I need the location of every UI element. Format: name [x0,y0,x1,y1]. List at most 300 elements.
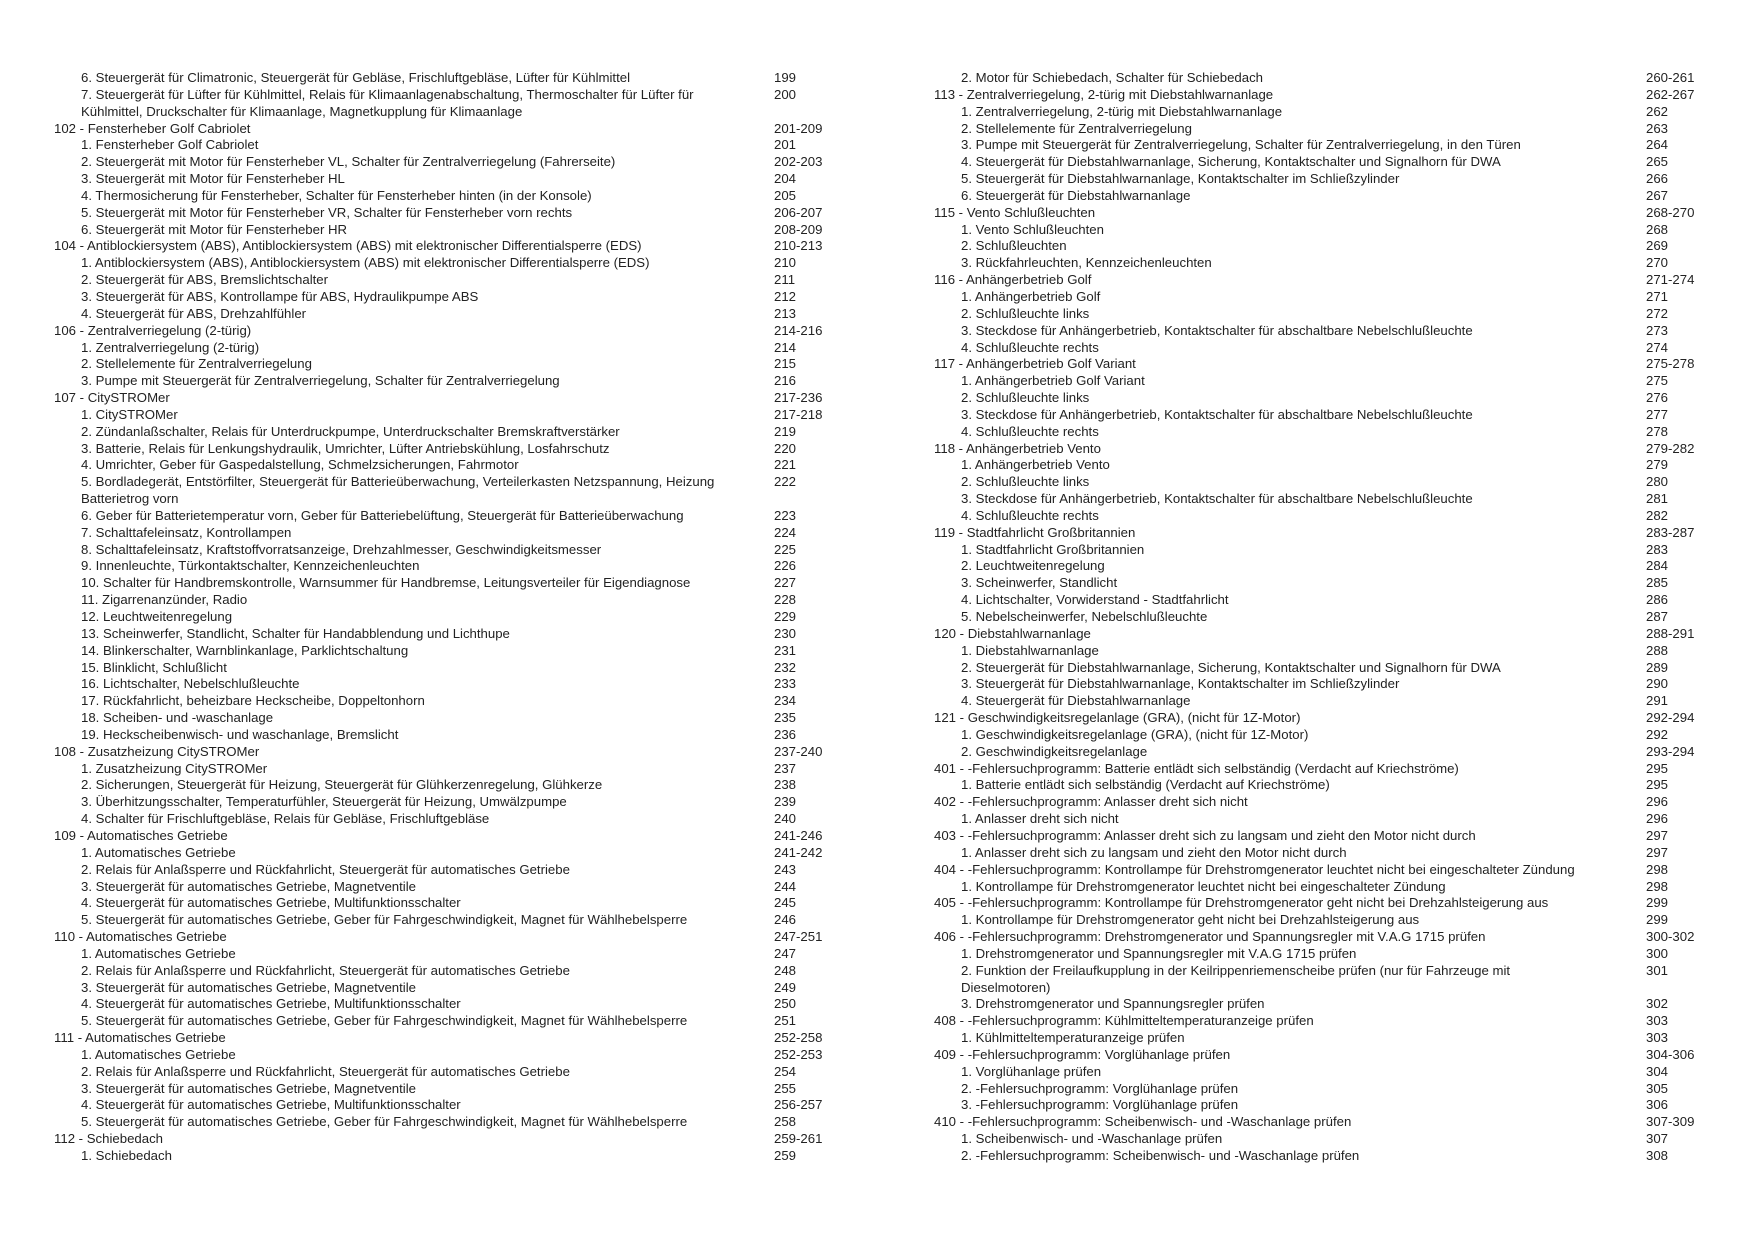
index-subentry[interactable] [934,542,1714,559]
page-number: 275 [1646,373,1669,389]
entry-label: 3. Steuergerät mit Motor für Fensterheber HL [81,171,345,187]
index-section-heading[interactable] [54,929,834,946]
page-number: 292 [1646,726,1669,742]
index-subentry[interactable] [934,390,1714,407]
page-number: 293-294 [1646,743,1695,759]
index-subentry[interactable] [934,1030,1714,1047]
entry-label: 4. Steuergerät für automatisches Getriebe, Multifunktionsschalter [81,895,461,911]
page-number: 237 [774,760,797,776]
index-subentry[interactable] [54,946,834,963]
entry-label: 112 - Schiebedach [54,1131,163,1147]
entry-label: 3. Pumpe mit Steuergerät für Zentralverriegelung, Schalter für Zentralverriegelung [81,373,560,389]
index-subentry[interactable] [54,306,834,323]
page-number: 299 [1646,912,1669,928]
index-subentry[interactable] [934,744,1714,761]
entry-label: 1. Automatisches Getriebe [81,945,236,961]
index-subentry[interactable] [934,558,1714,575]
entry-label: 108 - Zusatzheizung CitySTROMer [54,743,260,759]
entry-label: 2. Relais für Anlaßsperre und Rückfahrlicht, Steuergerät für automatisches Getriebe [81,861,570,877]
index-subentry[interactable] [934,811,1714,828]
entry-label: 3. Steckdose für Anhängerbetrieb, Kontaktschalter für abschaltbare Nebelschlußleuchte [961,406,1473,422]
entry-label: 3. Rückfahrleuchten, Kennzeichenleuchten [961,255,1212,271]
index-subentry[interactable] [934,154,1714,171]
index-subentry[interactable] [54,87,834,121]
index-subentry[interactable] [54,441,834,458]
entry-label: 2. Stellelemente für Zentralverriegelung [961,120,1192,136]
page-number: 266 [1646,171,1669,187]
index-subentry[interactable] [934,222,1714,239]
page-number: 268-270 [1646,204,1695,220]
index-subentry[interactable] [934,996,1714,1013]
entry-label: 4. Thermosicherung für Fensterheber, Schalter für Fensterheber hinten (in der Konsole) [81,187,592,203]
index-section-heading[interactable] [54,1131,834,1148]
entry-label: 3. Pumpe mit Steuergerät für Zentralverriegelung, Schalter für Zentralverriegelung, in den Türen [961,137,1521,153]
index-subentry[interactable] [54,525,834,542]
page-number: 228 [774,592,797,608]
index-subentry[interactable] [934,255,1714,272]
page-number: 279-282 [1646,440,1695,456]
entry-label: 4. Steuergerät für automatisches Getriebe, Multifunktionsschalter [81,1097,461,1113]
page-number: 251 [774,1013,797,1029]
index-subentry[interactable] [934,188,1714,205]
page-number: 276 [1646,390,1669,406]
entry-label: 2. Relais für Anlaßsperre und Rückfahrlicht, Steuergerät für automatisches Getriebe [81,962,570,978]
page-number: 237-240 [774,743,823,759]
page-number: 279 [1646,457,1669,473]
index-subentry[interactable] [54,171,834,188]
entry-label: 1. Fensterheber Golf Cabriolet [81,137,259,153]
index-subentry[interactable] [54,963,834,980]
index-section-heading[interactable] [934,1114,1714,1131]
page-number: 277 [1646,406,1669,422]
page-number: 284 [1646,558,1669,574]
index-section-heading[interactable] [934,710,1714,727]
page-number: 271 [1646,288,1669,304]
page-number: 262 [1646,103,1669,119]
index-section-heading[interactable] [934,929,1714,946]
index-subentry[interactable] [934,660,1714,677]
index-section-heading[interactable] [54,323,834,340]
page-number: 226 [774,558,797,574]
page-number: 220 [774,440,797,456]
index-column-left [54,70,834,1165]
entry-label: 3. Steuergerät für ABS, Kontrollampe für ABS, Hydraulikpumpe ABS [81,288,479,304]
index-subentry[interactable] [934,457,1714,474]
entry-label: 7. Schalttafeleinsatz, Kontrollampen [81,524,292,540]
page-number: 289 [1646,659,1669,675]
entry-label: 1. CitySTROMer [81,406,178,422]
index-subentry[interactable] [54,188,834,205]
page-number: 247 [774,945,797,961]
index-subentry[interactable] [934,70,1714,87]
index-section-heading[interactable] [934,205,1714,222]
entry-label: 6. Steuergerät mit Motor für Fensterheber HR [81,221,348,237]
index-subentry[interactable] [54,1097,834,1114]
page-number: 256-257 [774,1097,823,1113]
page-number: 291 [1646,693,1669,709]
index-section-heading[interactable] [54,828,834,845]
index-subentry[interactable] [54,542,834,559]
entry-label: 1. Zusatzheizung CitySTROMer [81,760,268,776]
page-number: 300-302 [1646,929,1695,945]
index-subentry[interactable] [934,289,1714,306]
page-number: 201-209 [774,120,823,136]
page-number: 246 [774,912,797,928]
index-subentry[interactable] [934,845,1714,862]
page-number: 304-306 [1646,1046,1695,1062]
page-number: 232 [774,659,797,675]
index-subentry[interactable] [54,912,834,929]
page-number: 287 [1646,609,1669,624]
entry-label: 16. Lichtschalter, Nebelschlußleuchte [81,676,300,692]
index-subentry[interactable] [54,474,834,508]
index-subentry[interactable] [934,340,1714,357]
page-number: 264 [1646,137,1669,153]
page-number: 300 [1646,945,1669,961]
entry-label: 1. Antiblockiersystem (ABS), Antiblockiersystem (ABS) mit elektronischer Differentialsperre (EDS) [81,255,650,271]
index-subentry[interactable] [934,137,1714,154]
index-section-heading[interactable] [934,761,1714,778]
page-number: 274 [1646,339,1669,355]
index-subentry[interactable] [934,323,1714,340]
index-subentry[interactable] [54,592,834,609]
index-subentry[interactable] [54,1047,834,1064]
index-subentry[interactable] [934,1148,1714,1165]
index-subentry[interactable] [934,407,1714,424]
index-subentry[interactable] [54,558,834,575]
entry-label: 1. Zentralverriegelung, 2-türig mit Diebstahlwarnanlage [961,103,1283,119]
index-subentry[interactable] [934,508,1714,525]
index-subentry[interactable] [934,306,1714,323]
index-subentry[interactable] [54,1013,834,1030]
index-section-heading[interactable] [54,238,834,255]
index-subentry[interactable] [934,238,1714,255]
page-number: 231 [774,642,797,658]
page-number: 273 [1646,322,1669,338]
index-subentry[interactable] [934,1097,1714,1114]
entry-label: 2. Funktion der Freilaufkupplung in der Keilrippenriemenscheibe prüfen (nur für Fahrzeuge mit Dieselmotoren) [961,962,1511,995]
entry-label: 119 - Stadtfahrlicht Großbritannien [934,524,1136,540]
entry-label: 120 - Diebstahlwarnanlage [934,625,1091,641]
index-subentry[interactable] [934,676,1714,693]
entry-label: 113 - Zentralverriegelung, 2-türig mit Diebstahlwarnanlage [934,86,1274,102]
page-number: 271-274 [1646,272,1695,288]
page-number: 204 [774,171,797,187]
index-section-heading[interactable] [54,744,834,761]
page-number: 244 [774,878,797,894]
entry-label: 1. Scheibenwisch- und -Waschanlage prüfen [961,1131,1223,1147]
page-number: 281 [1646,491,1669,507]
entry-label: 3. Steckdose für Anhängerbetrieb, Kontaktschalter für abschaltbare Nebelschlußleuchte [961,491,1473,507]
page-number: 241-242 [774,844,823,860]
index-subentry[interactable] [54,879,834,896]
index-subentry[interactable] [54,1114,834,1131]
page-number: 250 [774,996,797,1012]
entry-label: 9. Innenleuchte, Türkontaktschalter, Kennzeichenleuchten [81,558,420,574]
index-subentry[interactable] [54,575,834,592]
index-subentry[interactable] [54,895,834,912]
index-subentry[interactable] [934,609,1714,626]
entry-label: 18. Scheiben- und -waschanlage [81,710,274,726]
entry-label: 6. Steuergerät für Diebstahlwarnanlage [961,187,1191,203]
index-subentry[interactable] [54,980,834,997]
page-number: 234 [774,693,797,709]
index-subentry[interactable] [54,811,834,828]
entry-label: 116 - Anhängerbetrieb Golf [934,272,1092,288]
index-subentry[interactable] [934,1131,1714,1148]
entry-label: 2. Steuergerät für ABS, Bremslichtschalter [81,272,329,288]
page-number: 252-253 [774,1046,823,1062]
index-subentry[interactable] [934,491,1714,508]
index-subentry[interactable] [54,777,834,794]
page-number: 296 [1646,811,1669,827]
entry-label: 4. Schlußleuchte rechts [961,423,1099,439]
page-number: 199 [774,70,797,85]
entry-label: 1. Zentralverriegelung (2-türig) [81,339,260,355]
page-number: 260-261 [1646,70,1695,85]
index-section-heading[interactable] [934,272,1714,289]
index-subentry[interactable] [934,912,1714,929]
page-number: 299 [1646,895,1669,911]
entry-label: 2. Motor für Schiebedach, Schalter für Schiebedach [961,70,1264,85]
entry-label: 1. Kontrollampe für Drehstromgenerator leuchtet nicht bei eingeschalteter Zündung [961,878,1446,894]
index-subentry[interactable] [54,626,834,643]
index-subentry[interactable] [934,104,1714,121]
page-number: 306 [1646,1097,1669,1113]
index-section-heading[interactable] [934,1013,1714,1030]
entry-label: 4. Schlußleuchte rechts [961,339,1099,355]
entry-label: 4. Steuergerät für Diebstahlwarnanlage [961,693,1191,709]
page-number: 304 [1646,1063,1669,1079]
index-subentry[interactable] [54,340,834,357]
page-number: 301 [1646,962,1669,978]
page-number: 259-261 [774,1131,823,1147]
index-subentry[interactable] [934,424,1714,441]
index-subentry[interactable] [54,1064,834,1081]
entry-label: 1. Stadtfahrlicht Großbritannien [961,541,1145,557]
index-subentry[interactable] [54,643,834,660]
page-number: 307-309 [1646,1114,1695,1130]
page-number: 255 [774,1080,797,1096]
page-number: 296 [1646,794,1669,810]
index-subentry[interactable] [54,676,834,693]
index-subentry[interactable] [54,457,834,474]
entry-label: 4. Steuergerät für ABS, Drehzahlfühler [81,305,307,321]
index-section-heading[interactable] [934,525,1714,542]
index-subentry[interactable] [54,356,834,373]
page-number: 258 [774,1114,797,1130]
page-number: 215 [774,356,797,372]
page-number: 222 [774,474,797,490]
page-number: 214-216 [774,322,823,338]
entry-label: 1. Anhängerbetrieb Golf [961,288,1101,304]
index-subentry[interactable] [54,508,834,525]
page-number: 290 [1646,676,1669,692]
entry-label: 6. Steuergerät für Climatronic, Steuergerät für Gebläse, Frischluftgebläse, Lüfter für Kühlmittel [81,70,631,85]
index-column-right [934,70,1714,1165]
page-number: 212 [774,288,797,304]
page-number: 263 [1646,120,1669,136]
index-subentry[interactable] [54,205,834,222]
index-section-heading[interactable] [934,626,1714,643]
index-section-heading[interactable] [934,441,1714,458]
index-subentry[interactable] [54,407,834,424]
entry-label: 1. Vento Schlußleuchten [961,221,1104,237]
index-section-heading[interactable] [934,1047,1714,1064]
entry-label: 4. Lichtschalter, Vorwiderstand - Stadtfahrlicht [961,592,1229,608]
page-number: 286 [1646,592,1669,608]
entry-label: 10. Schalter für Handbremskontrolle, Warnsummer für Handbremse, Leitungsverteiler für Eigendiagnose [81,575,691,591]
page-number: 268 [1646,221,1669,237]
entry-label: 110 - Automatisches Getriebe [54,929,227,945]
index-section-heading[interactable] [934,895,1714,912]
page-number: 202-203 [774,154,823,170]
entry-label: 109 - Automatisches Getriebe [54,827,228,843]
page-number: 216 [774,373,797,389]
page-number: 275-278 [1646,356,1695,372]
entry-label: 6. Geber für Batterietemperatur vorn, Geber für Batteriebelüftung, Steuergerät für Batterieüberwachung [81,507,684,523]
index-subentry[interactable] [54,609,834,626]
index-subentry[interactable] [934,946,1714,963]
page-number: 297 [1646,827,1669,843]
page-number: 227 [774,575,797,591]
entry-label: 17. Rückfahrlicht, beheizbare Heckscheibe, Doppeltonhorn [81,693,425,709]
index-subentry[interactable] [934,592,1714,609]
index-section-heading[interactable] [934,356,1714,373]
index-subentry[interactable] [934,373,1714,390]
index-subentry[interactable] [54,289,834,306]
page-number: 217-236 [774,390,823,406]
index-subentry[interactable] [54,996,834,1013]
index-subentry[interactable] [934,777,1714,794]
index-subentry[interactable] [54,660,834,677]
index-subentry[interactable] [54,255,834,272]
entry-label: 2. -Fehlersuchprogramm: Vorglühanlage prüfen [961,1080,1239,1096]
page-number: 298 [1646,861,1669,877]
entry-label: 14. Blinkerschalter, Warnblinkanlage, Parklichtschaltung [81,642,409,658]
entry-label: 3. Steuergerät für automatisches Getriebe, Magnetventile [81,878,416,894]
page-number: 230 [774,625,797,641]
index-subentry[interactable] [54,794,834,811]
page-number: 297 [1646,844,1669,860]
page-number: 272 [1646,305,1669,321]
index-subentry[interactable] [54,693,834,710]
entry-label: 3. Scheinwerfer, Standlicht [961,575,1118,591]
index-subentry[interactable] [934,121,1714,138]
index-section-heading[interactable] [934,87,1714,104]
entry-label: 118 - Anhängerbetrieb Vento [934,440,1101,456]
entry-label: 104 - Antiblockiersystem (ABS), Antiblockiersystem (ABS) mit elektronischer Differentialsperre (EDS) [54,238,642,254]
index-subentry[interactable] [934,1081,1714,1098]
index-subentry[interactable] [934,171,1714,188]
index-subentry[interactable] [54,1081,834,1098]
page-number: 303 [1646,1030,1669,1046]
entry-label: 3. Überhitzungsschalter, Temperaturfühler, Steuergerät für Heizung, Umwälzpumpe [81,794,567,810]
index-subentry[interactable] [54,845,834,862]
index-subentry[interactable] [934,643,1714,660]
index-subentry[interactable] [54,70,834,87]
page-number: 241-246 [774,827,823,843]
entry-label: 15. Blinklicht, Schlußlicht [81,659,227,675]
index-subentry[interactable] [54,424,834,441]
index-section-heading[interactable] [934,862,1714,879]
entry-label: 1. Automatisches Getriebe [81,1046,236,1062]
entry-label: 5. Steuergerät für automatisches Getriebe, Geber für Fahrgeschwindigkeit, Magnet für Wählhebelsperre [81,1013,688,1029]
index-subentry[interactable] [54,727,834,744]
entry-label: 1. Drehstromgenerator und Spannungsregler mit V.A.G 1715 prüfen [961,945,1357,961]
page-number: 223 [774,507,797,523]
page-number: 229 [774,609,797,624]
page-number: 278 [1646,423,1669,439]
page-number: 303 [1646,1013,1669,1029]
index-subentry[interactable] [934,879,1714,896]
index-subentry[interactable] [934,575,1714,592]
index-section-heading[interactable] [934,794,1714,811]
page-number: 288 [1646,642,1669,658]
page-number: 214 [774,339,797,355]
entry-label: 107 - CitySTROMer [54,390,170,406]
index-section-heading[interactable] [54,121,834,138]
entry-label: 13. Scheinwerfer, Standlicht, Schalter für Handabblendung und Lichthupe [81,625,510,641]
page-number: 270 [1646,255,1669,271]
index-subentry[interactable] [54,272,834,289]
entry-label: 5. Steuergerät für automatisches Getriebe, Geber für Fahrgeschwindigkeit, Magnet für Wählhebelsperre [81,912,688,928]
entry-label: 409 - -Fehlersuchprogramm: Vorglühanlage prüfen [934,1046,1231,1062]
index-subentry[interactable] [54,137,834,154]
index-subentry[interactable] [934,963,1714,997]
entry-label: 5. Bordladegerät, Entstörfilter, Steuergerät für Batterieüberwachung, Verteilerkasten Netzspannung, Heizung Batterietrog vorn [81,474,715,507]
entry-label: 408 - -Fehlersuchprogramm: Kühlmitteltemperaturanzeige prüfen [934,1013,1314,1029]
page-number: 239 [774,794,797,810]
entry-label: 1. Automatisches Getriebe [81,844,236,860]
index-subentry[interactable] [934,1064,1714,1081]
index-subentry[interactable] [934,693,1714,710]
page-number: 252-258 [774,1030,823,1046]
index-subentry[interactable] [934,474,1714,491]
page-number: 233 [774,676,797,692]
page-number: 295 [1646,777,1669,793]
entry-label: 2. Schlußleuchten [961,238,1067,254]
index-subentry[interactable] [54,761,834,778]
index-section-heading[interactable] [54,1030,834,1047]
index-subentry[interactable] [54,222,834,239]
index-subentry[interactable] [54,710,834,727]
entry-label: 3. Batterie, Relais für Lenkungshydraulik, Umrichter, Lüfter Antriebskühlung, Losfahrschutz [81,440,610,456]
index-section-heading[interactable] [934,828,1714,845]
index-subentry[interactable] [934,727,1714,744]
page-number: 267 [1646,187,1669,203]
page-number: 269 [1646,238,1669,254]
index-subentry[interactable] [54,373,834,390]
page-number: 288-291 [1646,625,1695,641]
entry-label: 2. -Fehlersuchprogramm: Scheibenwisch- und -Waschanlage prüfen [961,1148,1360,1163]
entry-label: 403 - -Fehlersuchprogramm: Anlasser dreht sich zu langsam und zieht den Motor nicht durch [934,827,1476,843]
index-subentry[interactable] [54,154,834,171]
page-number: 302 [1646,996,1669,1012]
entry-label: 3. Steuergerät für automatisches Getriebe, Magnetventile [81,1080,416,1096]
entry-label: 5. Steuergerät für Diebstahlwarnanlage, Kontaktschalter im Schließzylinder [961,171,1400,187]
index-section-heading[interactable] [54,390,834,407]
index-subentry[interactable] [54,862,834,879]
entry-label: 4. Umrichter, Geber für Gaspedalstellung, Schmelzsicherungen, Fahrmotor [81,457,519,473]
page-number: 225 [774,541,797,557]
entry-label: 2. Zündanlaßschalter, Relais für Unterdruckpumpe, Unterdruckschalter Bremskraftverstärker [81,423,620,439]
entry-label: 111 - Automatisches Getriebe [54,1030,226,1046]
page-number: 240 [774,811,797,827]
page-number: 213 [774,305,797,321]
entry-label: 3. -Fehlersuchprogramm: Vorglühanlage prüfen [961,1097,1239,1113]
index-subentry[interactable] [54,1148,834,1165]
